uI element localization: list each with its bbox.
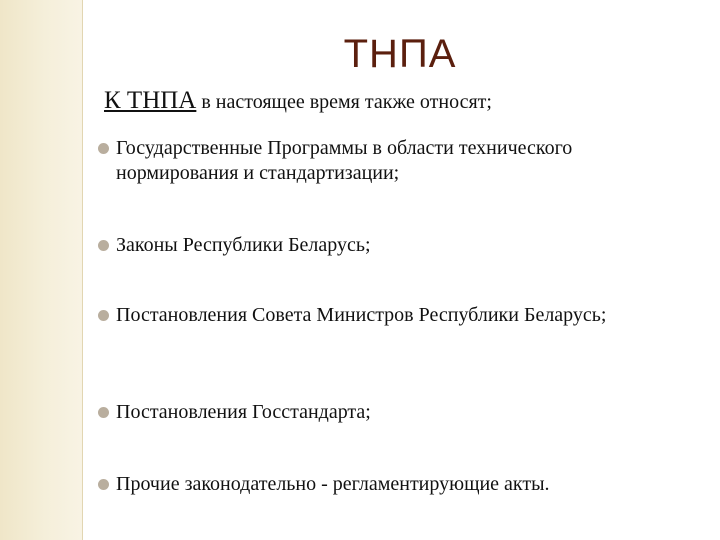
intro-text: в настоящее время также относят; [196, 91, 492, 113]
list-item-text: Прочие законодательно - регламентирующие акты. [116, 473, 550, 495]
bullet-icon [98, 143, 109, 154]
bullet-icon [98, 479, 109, 490]
intro-line [104, 87, 492, 115]
bullet-icon [98, 240, 109, 251]
list-item-text: Постановления Совета Министров Республики Беларусь; [116, 304, 607, 326]
intro-abbreviation: К ТНПА [104, 87, 197, 114]
list-item-text: Законы Республики Беларусь; [116, 234, 371, 256]
list-item-text: Государственные Программы в области технического нормирования и стандартизации; [116, 137, 573, 184]
list-item-text: Постановления Госстандарта; [116, 401, 371, 423]
decorative-side-panel [0, 0, 82, 540]
side-panel-border [82, 0, 83, 540]
bullet-icon [98, 407, 109, 418]
slide-title: ТНПА [343, 32, 457, 76]
bullet-icon [98, 310, 109, 321]
